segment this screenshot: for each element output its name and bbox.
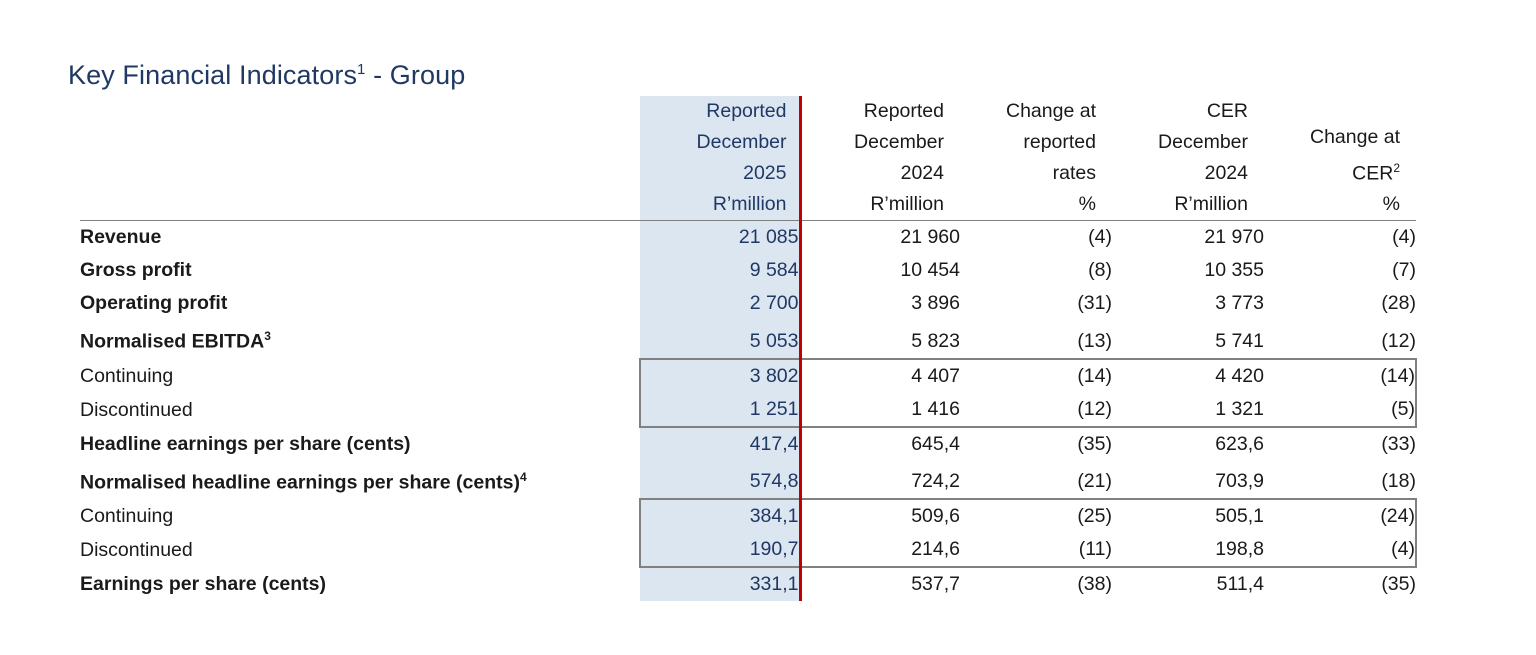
cell-reported-2025: 21 085 (640, 221, 800, 254)
page-title-footnote-marker: 1 (357, 61, 366, 78)
header-cell-change-reported-rates (960, 96, 1112, 221)
cell-reported-2024: 21 960 (900, 226, 960, 248)
cell-change-reported-rates: (31) (1077, 292, 1112, 314)
row-label (80, 287, 640, 320)
cell-reported-2024: 10 454 (900, 259, 960, 281)
header-line: rates (1052, 162, 1096, 184)
row-label (80, 427, 640, 461)
page-title-suffix: - Group (365, 60, 466, 90)
table-row (80, 393, 1416, 427)
key-financial-indicators-table (80, 96, 1417, 601)
cell-change-reported-rates: (12) (960, 393, 1112, 427)
header-line: 2024 (900, 162, 944, 184)
table-row (80, 427, 1416, 461)
table-header-row (80, 96, 1416, 221)
row-label (80, 254, 640, 287)
row-label (80, 567, 640, 601)
cell-change-cer: (35) (1381, 573, 1416, 595)
page-title-text: Key Financial Indicators (68, 60, 358, 90)
cell-reported-2025: 417,4 (640, 427, 800, 461)
cell-reported-2024: 214,6 (808, 533, 960, 567)
cell-cer-2024: 703,9 (1215, 470, 1264, 492)
cell-change-cer: (33) (1381, 432, 1416, 455)
cell-reported-2024: 509,6 (808, 499, 960, 533)
header-line: 2024 (1204, 162, 1248, 184)
row-label (80, 393, 640, 427)
cell-change-cer: (14) (1264, 359, 1416, 393)
row-label-text: Normalised headline earnings per share (cents) (80, 471, 520, 493)
row-label (80, 359, 640, 393)
cell-gap (800, 427, 808, 461)
row-label-text: Normalised EBITDA (80, 330, 265, 353)
cell-cer-2024: 21 970 (1204, 226, 1264, 248)
header-line: Change at (1006, 100, 1096, 122)
cell-reported-2025: 384,1 (640, 499, 800, 533)
header-cell-change-cer (1264, 96, 1416, 221)
cell-reported-2024: 5 823 (911, 329, 960, 352)
cell-change-cer: (4) (1392, 226, 1416, 248)
header-line: CER (1206, 100, 1248, 122)
table-row (80, 567, 1416, 601)
cell-gap (800, 567, 808, 601)
cell-change-cer: (4) (1264, 533, 1416, 567)
row-label-text: Discontinued (80, 539, 193, 561)
row-label-text: Continuing (80, 505, 174, 527)
header-line: reported (1023, 131, 1096, 153)
row-label (80, 533, 640, 567)
cell-change-reported-rates: (4) (1088, 226, 1112, 248)
cell-reported-2024: 1 416 (808, 393, 960, 427)
row-label (80, 221, 640, 254)
table-row (80, 320, 1416, 359)
header-line: Reported (706, 100, 787, 122)
table-row (80, 461, 1416, 500)
header-line: December (696, 131, 787, 153)
cell-change-reported-rates: (35) (1077, 432, 1112, 455)
row-label-footnote-marker: 4 (519, 469, 527, 484)
cell-reported-2025: 5 053 (640, 320, 800, 359)
cell-change-cer: (18) (1381, 470, 1416, 492)
cell-gap (800, 320, 808, 359)
cell-change-cer: (5) (1264, 393, 1416, 427)
header-line (1264, 153, 1400, 190)
cell-cer-2024: 5 741 (1215, 329, 1264, 352)
cell-cer-2024: 198,8 (1112, 533, 1264, 567)
cell-gap (800, 393, 808, 427)
table-row (80, 533, 1416, 567)
cell-reported-2025: 2 700 (640, 287, 800, 320)
cell-cer-2024: 10 355 (1204, 259, 1264, 281)
header-line-unit: R’million (1174, 193, 1248, 215)
header-line: Change at (1310, 125, 1400, 148)
row-label-footnote-marker: 3 (264, 329, 271, 343)
cell-gap (800, 287, 808, 320)
page-title (68, 60, 465, 91)
cell-reported-2024: 724,2 (911, 470, 960, 492)
header-line-unit: R’million (870, 193, 944, 215)
cell-change-reported-rates: (8) (1088, 259, 1112, 281)
cell-change-cer: (7) (1392, 259, 1416, 281)
row-label (80, 499, 640, 533)
cell-reported-2024: 4 407 (808, 359, 960, 393)
row-label-text: Gross profit (80, 259, 192, 281)
cell-cer-2024: 4 420 (1112, 359, 1264, 393)
header-line-unit: % (1078, 193, 1096, 215)
cell-change-cer: (12) (1381, 329, 1416, 352)
row-label-text: Revenue (80, 226, 162, 248)
header-line-unit: % (1382, 193, 1400, 215)
table-row (80, 287, 1416, 320)
header-line-text: CER (1352, 162, 1394, 184)
cell-cer-2024: 623,6 (1215, 432, 1264, 455)
cell-gap (800, 221, 808, 254)
cell-reported-2025: 9 584 (640, 254, 800, 287)
cell-gap (800, 254, 808, 287)
cell-gap (800, 533, 808, 567)
cell-reported-2025: 3 802 (640, 359, 800, 393)
header-line: Reported (863, 100, 944, 122)
cell-reported-2025: 1 251 (640, 393, 800, 427)
cell-gap (800, 499, 808, 533)
table-row (80, 359, 1416, 393)
cell-change-reported-rates: (21) (1077, 470, 1112, 492)
header-cell-reported-2024 (808, 96, 960, 221)
cell-cer-2024: 511,4 (1216, 573, 1264, 595)
cell-change-cer: (24) (1264, 499, 1416, 533)
table-row (80, 499, 1416, 533)
header-line: 2025 (743, 162, 787, 184)
row-label (80, 461, 640, 500)
cell-gap (800, 359, 808, 393)
row-label-text: Headline earnings per share (cents) (80, 432, 411, 455)
cell-change-cer: (28) (1381, 292, 1416, 314)
cell-reported-2025: 574,8 (640, 461, 800, 500)
cell-change-reported-rates: (13) (1077, 329, 1112, 352)
cell-gap (800, 461, 808, 500)
cell-change-reported-rates: (38) (1077, 573, 1112, 595)
header-cell-label (80, 96, 640, 221)
header-cell-cer-2024 (1112, 96, 1264, 221)
cell-cer-2024: 1 321 (1112, 393, 1264, 427)
cell-cer-2024: 505,1 (1112, 499, 1264, 533)
header-footnote-marker: 2 (1393, 160, 1400, 175)
cell-change-reported-rates: (11) (960, 533, 1112, 567)
header-cell-gap (800, 96, 808, 221)
table-row (80, 221, 1416, 254)
cell-reported-2024: 537,7 (911, 573, 960, 595)
cell-change-reported-rates: (25) (960, 499, 1112, 533)
cell-cer-2024: 3 773 (1215, 292, 1264, 314)
row-label-text: Continuing (80, 364, 174, 387)
row-label-text: Operating profit (80, 292, 228, 314)
header-line-unit: R’million (712, 193, 787, 215)
row-label-text: Discontinued (80, 398, 193, 421)
header-line: December (854, 131, 944, 153)
cell-change-reported-rates: (14) (960, 359, 1112, 393)
row-label-text: Earnings per share (cents) (80, 573, 326, 595)
cell-reported-2024: 3 896 (911, 292, 960, 314)
cell-reported-2025: 190,7 (640, 533, 800, 567)
table-row (80, 254, 1416, 287)
header-line: December (1158, 131, 1248, 153)
header-cell-reported-2025 (640, 96, 800, 221)
cell-reported-2025: 331,1 (640, 567, 800, 601)
cell-reported-2024: 645,4 (911, 432, 960, 455)
row-label (80, 320, 640, 359)
